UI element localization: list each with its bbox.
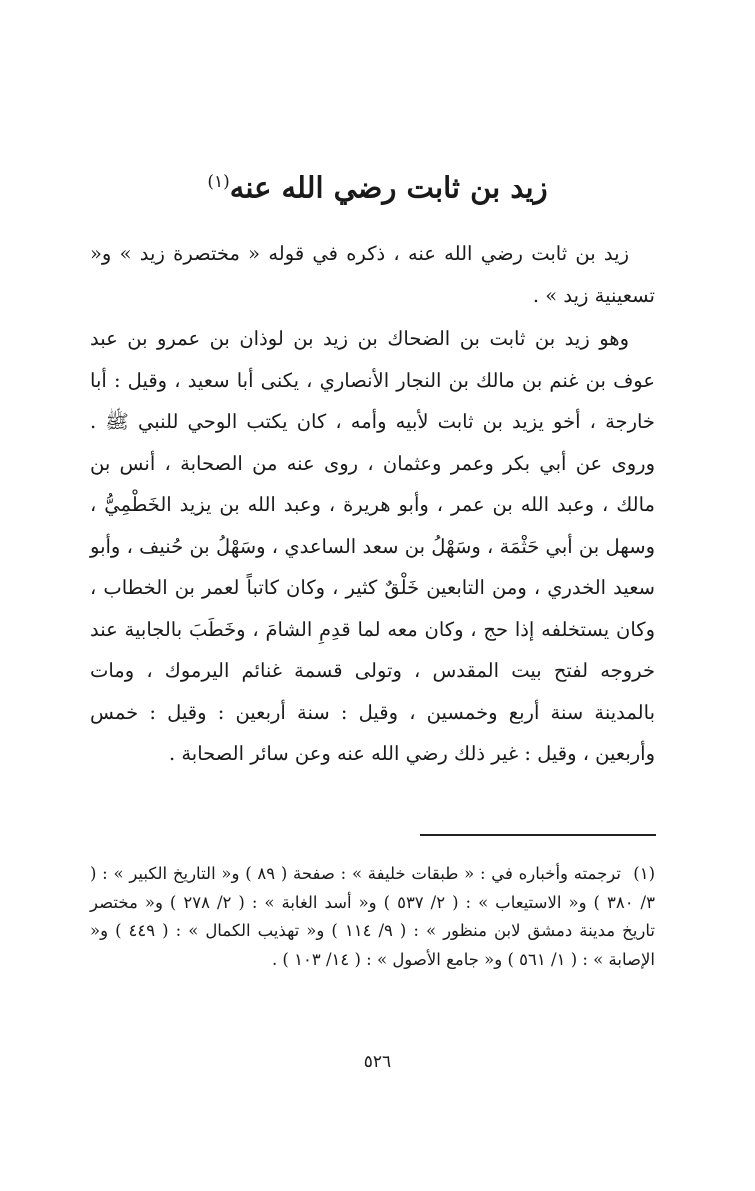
intro-paragraph: زيد بن ثابت رضي الله عنه ، ذكره في قوله « مختصرة زيد » و« تسعينية زيد » . (90, 242, 655, 307)
page-number: ٥٢٦ (363, 1052, 392, 1072)
footnote-reference: (١) (207, 172, 230, 192)
footnote (90, 860, 655, 974)
footnote-text: ترجمته وأخباره في : « طبقات خليفة » : صفحة ( ٨٩ ) و« التاريخ الكبير » : ( ٣/ ٣٨٠ ) و« الاستيعاب » : ( ٢/ ٥٣٧ ) و« أسد الغابة » : ( ٢/ ٢٧٨ ) و« مختصر تاريخ مدينة دمشق لابن منظور » : ( ٩/ ١١٤ ) و« تهذيب الكمال » : ( ٤٤٩ ) و« الإصابة » : ( ١/ ٥٦١ ) و« جامع الأصول » : ( ١٤/ ١٠٣ ) . (90, 864, 655, 969)
entry-title: زيد بن ثابت رضي الله عنه (229, 170, 548, 205)
biography-paragraph: وهو زيد بن ثابت بن الضحاك بن زيد بن لوذان بن عمرو بن عبد عوف بن غنم بن مالك بن النجار الأنصاري ، يكنى أبا سعيد ، وقيل : أبا خارجة ، أخو يزيد بن ثابت لأبيه وأمه ، كان يكتب الوحي للنبي ﷺ . وروى عن أبي بكر وعمر وعثمان ، روى عنه من الصحابة ، أنس بن مالك ، وعبد الله بن عمر ، وأبو هريرة ، وعبد الله بن يزيد الخَطْمِيُّ ، وسهل بن أبي حَثْمَة ، وسَهْلُ بن سعد الساعدي ، وسَهْلُ بن حُنيف ، وأبو سعيد الخدري ، ومن التابعين خَلْقٌ كثير ، وكان كاتباً لعمر بن الخطاب ، وكان يستخلفه إذا حج ، وكان معه لما قدِمِ الشامَ ، وخَطَبَ بالجابية عند خروجه لفتح بيت المقدس ، وتولى قسمة غنائم اليرموك ، ومات بالمدينة سنة أربع وخمسين ، وقيل : سنة أربعين : وقيل : خمس وأربعين ، وقيل : غير ذلك رضي الله عنه وعن سائر الصحابة . (90, 327, 655, 765)
footnote-marker: (١) (633, 864, 655, 883)
entry-heading (0, 160, 755, 210)
footnote-separator (420, 834, 656, 836)
